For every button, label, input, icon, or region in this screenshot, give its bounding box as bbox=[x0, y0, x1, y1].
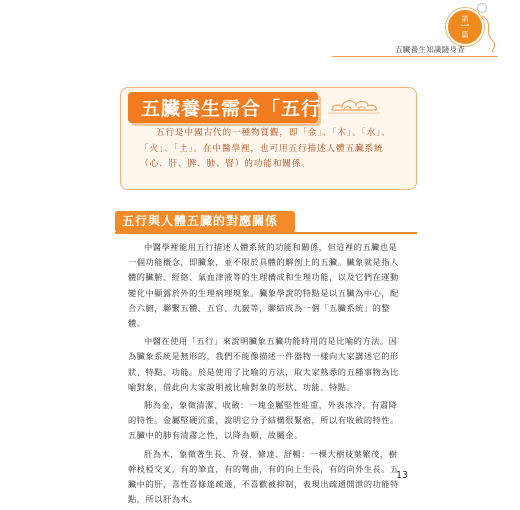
section-body bbox=[128, 240, 409, 510]
body-paragraph: 中醫學裡能用五行描述人體系統的功能和關係，但這裡的五臟也是一個功能概念，即臟象，並不限於具體的解剖上的五臟。臟象就是指人體的臟腑、經絡、氣血津液等的生理構成和生理功能，以及它們在運動變化中顯露於外的生理病理現象。臟象學說的特點是以五臟為中心，配合六腑，聯繫五體、五官、九竅等，聯結成為一個「五臟系統」的整體。 bbox=[128, 242, 399, 329]
running-title: 五臟養生知識隨身查 bbox=[395, 45, 466, 54]
chapter-label: 第 bbox=[461, 15, 469, 23]
chapter-number: 一 bbox=[460, 22, 470, 32]
chapter-suffix: 篇 bbox=[461, 31, 469, 39]
chapter-badge bbox=[446, 8, 484, 46]
cloud-ornament-icon bbox=[328, 94, 380, 116]
intro-paragraph bbox=[140, 126, 405, 173]
body-paragraph: 肝為木，象徵著生長、升發、條達、舒暢：一棵大樹枝葉繁茂，樹幹枝椏交叉，有的筆直，有的彎曲，有的向上生長，有的向外生長。五臟中的肝，喜性喜條達疏通，不喜歡被抑制，表現出疏通開泄的功能特點，所以肝為木。 bbox=[128, 448, 399, 505]
intro-paragraph-text: 五行是中國古代的一種物質觀，即「金」、「木」、「水」、「火」、「土」。在中醫學裡，也可用五行描述人體五臟系統（心、肝、脾、肺、腎）的功能和關係。 bbox=[140, 128, 391, 169]
header-rule bbox=[332, 56, 498, 57]
body-paragraph: 中醫在使用「五行」來說明臟象五臟功能時用的是比喻的方法。因為臟象系統是無形的，我們不能像描述一件器物一樣向大家講述它的形狀、特點、功能。於是使用了比喻的方法，取大家熟悉的五種事物為比喻對象，借此向大家說明被比喻對象的形狀、功能、特點。 bbox=[128, 336, 399, 392]
body-paragraph: 肺為金，象徵清潔、收斂：一塊金屬堅性莊重，外表冰冷，有肅降的特性。金屬堅硬沉重，說明它分子結構很緊密，所以有收斂的特性。五臟中的肺有清肅之性，以降為順，故屬金。 bbox=[128, 400, 399, 441]
intro-title: 五臟養生需合「五行」 bbox=[141, 98, 342, 120]
page-edge bbox=[506, 0, 520, 500]
page-number: 13 bbox=[396, 470, 409, 481]
section-title: 五行與人體五臟的對應關係 bbox=[122, 214, 279, 228]
section-underline bbox=[115, 232, 417, 234]
